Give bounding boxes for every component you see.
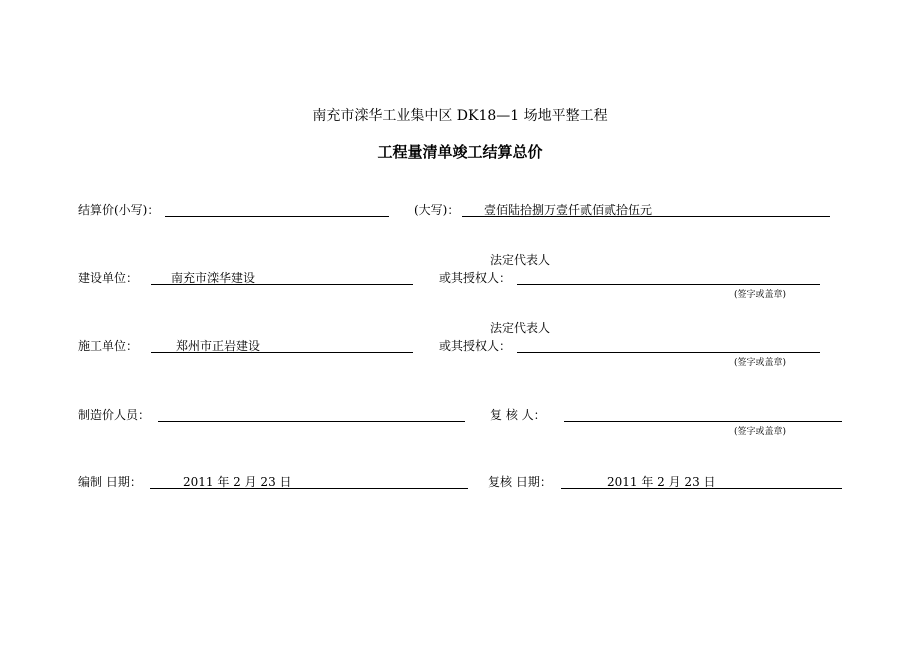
owner-rep-label-line1: 法定代表人 <box>490 253 551 267</box>
settlement-upper-label: (大写)： <box>414 203 460 217</box>
contractor-rep-label-line1: 法定代表人 <box>490 321 551 335</box>
settlement-lower-underline <box>165 216 389 217</box>
contractor-sign-note: (签字或盖章) <box>734 358 787 368</box>
prepare-date-label: 编制 日期： <box>78 475 142 489</box>
settlement-upper-underline <box>462 216 830 217</box>
contractor-rep-underline[interactable] <box>517 352 820 353</box>
preparer-underline[interactable] <box>158 421 465 422</box>
review-date-underline <box>561 488 842 489</box>
reviewer-underline[interactable] <box>564 421 842 422</box>
owner-rep-underline[interactable] <box>517 284 820 285</box>
project-name: 南充市滦华工业集中区 DK18—1 场地平整工程 <box>312 108 608 124</box>
reviewer-sign-note: (签字或盖章) <box>734 427 787 437</box>
review-date-label: 复核 日期： <box>488 475 552 489</box>
owner-rep-label-line2: 或其授权人： <box>439 271 512 285</box>
prepare-date-underline <box>150 488 468 489</box>
settlement-lower-label: 结算价(小写)： <box>78 203 160 217</box>
prepare-date-value[interactable]: 2011 年 2 月 23 日 <box>183 475 292 489</box>
owner-unit-value[interactable]: 南充市滦华建设 <box>171 271 256 285</box>
contractor-rep-label-line2: 或其授权人： <box>439 339 512 353</box>
contractor-unit-underline <box>151 352 413 353</box>
review-date-value[interactable]: 2011 年 2 月 23 日 <box>607 475 716 489</box>
preparer-label: 制造价人员： <box>78 408 151 422</box>
settlement-upper-value[interactable]: 壹佰陆拾捌万壹仟贰佰贰拾伍元 <box>484 203 653 217</box>
owner-unit-label: 建设单位： <box>78 271 139 285</box>
owner-unit-underline <box>151 284 413 285</box>
document-title: 工程量清单竣工结算总价 <box>377 143 543 161</box>
reviewer-label: 复 核 人： <box>490 408 546 422</box>
contractor-unit-label: 施工单位： <box>78 339 139 353</box>
contractor-unit-value[interactable]: 郑州市正岩建设 <box>176 339 261 353</box>
owner-sign-note: (签字或盖章) <box>734 290 787 300</box>
